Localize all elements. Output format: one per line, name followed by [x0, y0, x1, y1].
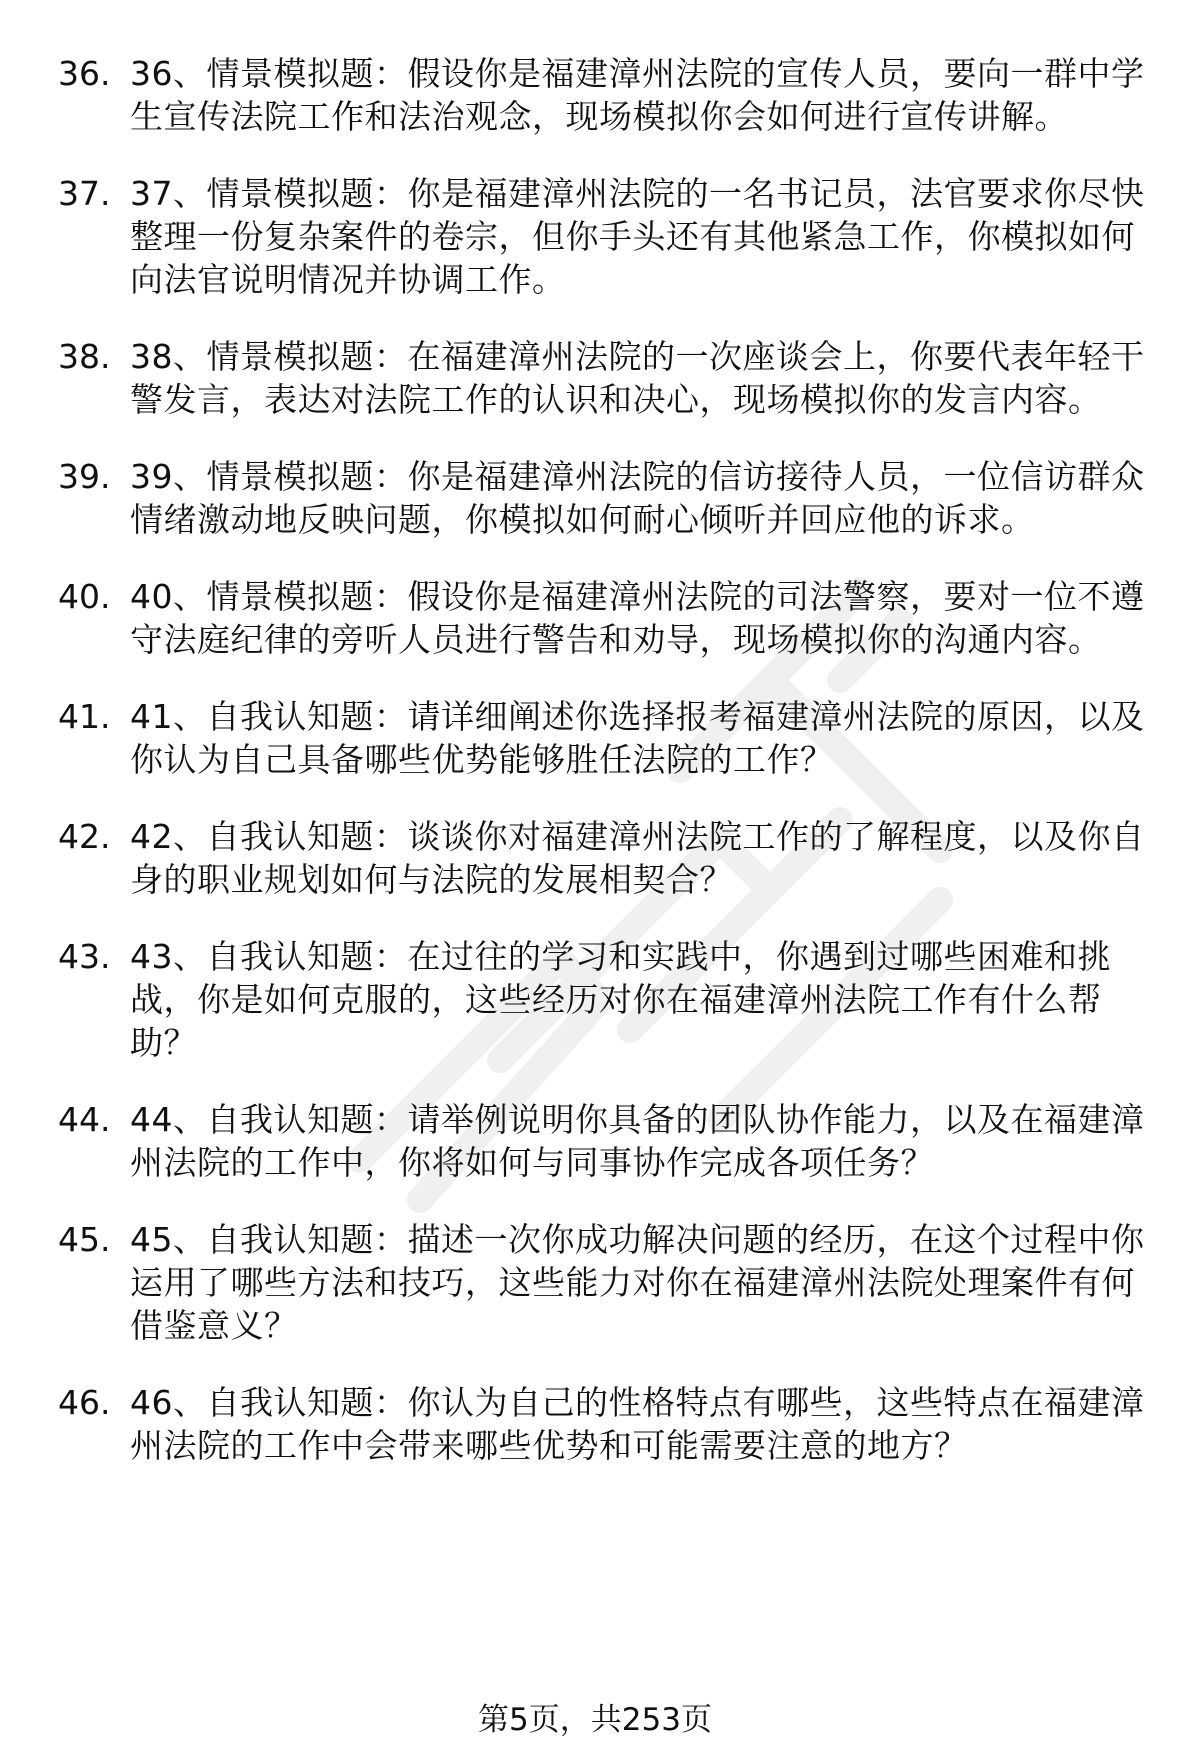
- list-item: [58, 1098, 1158, 1184]
- item-text: 41、自我认知题：请详细阐述你选择报考福建漳州法院的原因，以及你认为自己具备哪些优势能够胜任法院的工作？: [130, 697, 1145, 779]
- item-number: 41.: [58, 697, 111, 736]
- list-item: [58, 695, 1158, 781]
- item-number: 39.: [58, 457, 111, 496]
- list-item: [58, 455, 1158, 541]
- list-item: [58, 172, 1158, 301]
- item-text: 40、情景模拟题：假设你是福建漳州法院的司法警察，要对一位不遵守法庭纪律的旁听人员进行警告和劝导，现场模拟你的沟通内容。: [130, 577, 1145, 659]
- list-item: [58, 935, 1158, 1064]
- item-number: 40.: [58, 577, 111, 616]
- item-text: 36、情景模拟题：假设你是福建漳州法院的宣传人员，要向一群中学生宣传法院工作和法治观念，现场模拟你会如何进行宣传讲解。: [130, 54, 1145, 136]
- item-number: 42.: [58, 817, 111, 856]
- item-text: 39、情景模拟题：你是福建漳州法院的信访接待人员，一位信访群众情绪激动地反映问题，你模拟如何耐心倾听并回应他的诉求。: [130, 457, 1145, 539]
- item-text: 43、自我认知题：在过往的学习和实践中，你遇到过哪些困难和挑战，你是如何克服的，这些经历对你在福建漳州法院工作有什么帮助？: [130, 937, 1111, 1062]
- item-number: 43.: [58, 937, 111, 976]
- list-item: [58, 575, 1158, 661]
- item-number: 45.: [58, 1220, 111, 1259]
- list-item: [58, 1381, 1158, 1467]
- item-text: 42、自我认知题：谈谈你对福建漳州法院工作的了解程度，以及你自身的职业规划如何与法院的发展相契合？: [130, 817, 1145, 899]
- item-number: 36.: [58, 54, 111, 93]
- item-text: 38、情景模拟题：在福建漳州法院的一次座谈会上，你要代表年轻干警发言，表达对法院工作的认识和决心，现场模拟你的发言内容。: [130, 337, 1145, 419]
- item-text: 37、情景模拟题：你是福建漳州法院的一名书记员，法官要求你尽快整理一份复杂案件的卷宗，但你手头还有其他紧急工作，你模拟如何向法官说明情况并协调工作。: [130, 174, 1145, 299]
- item-text: 45、自我认知题：描述一次你成功解决问题的经历，在这个过程中你运用了哪些方法和技巧，这些能力对你在福建漳州法院处理案件有何借鉴意义？: [130, 1220, 1145, 1345]
- item-number: 37.: [58, 174, 111, 213]
- question-list: [58, 52, 1158, 1501]
- item-number: 46.: [58, 1383, 111, 1422]
- item-number: 44.: [58, 1100, 111, 1139]
- list-item: [58, 335, 1158, 421]
- list-item: [58, 1218, 1158, 1347]
- item-text: 46、自我认知题：你认为自己的性格特点有哪些，这些特点在福建漳州法院的工作中会带来哪些优势和可能需要注意的地方？: [130, 1383, 1145, 1465]
- list-item: [58, 815, 1158, 901]
- item-number: 38.: [58, 337, 111, 376]
- item-text: 44、自我认知题：请举例说明你具备的团队协作能力，以及在福建漳州法院的工作中，你将如何与同事协作完成各项任务？: [130, 1100, 1145, 1182]
- list-item: [58, 52, 1158, 138]
- page-footer: 第5页，共253页: [478, 1702, 712, 1738]
